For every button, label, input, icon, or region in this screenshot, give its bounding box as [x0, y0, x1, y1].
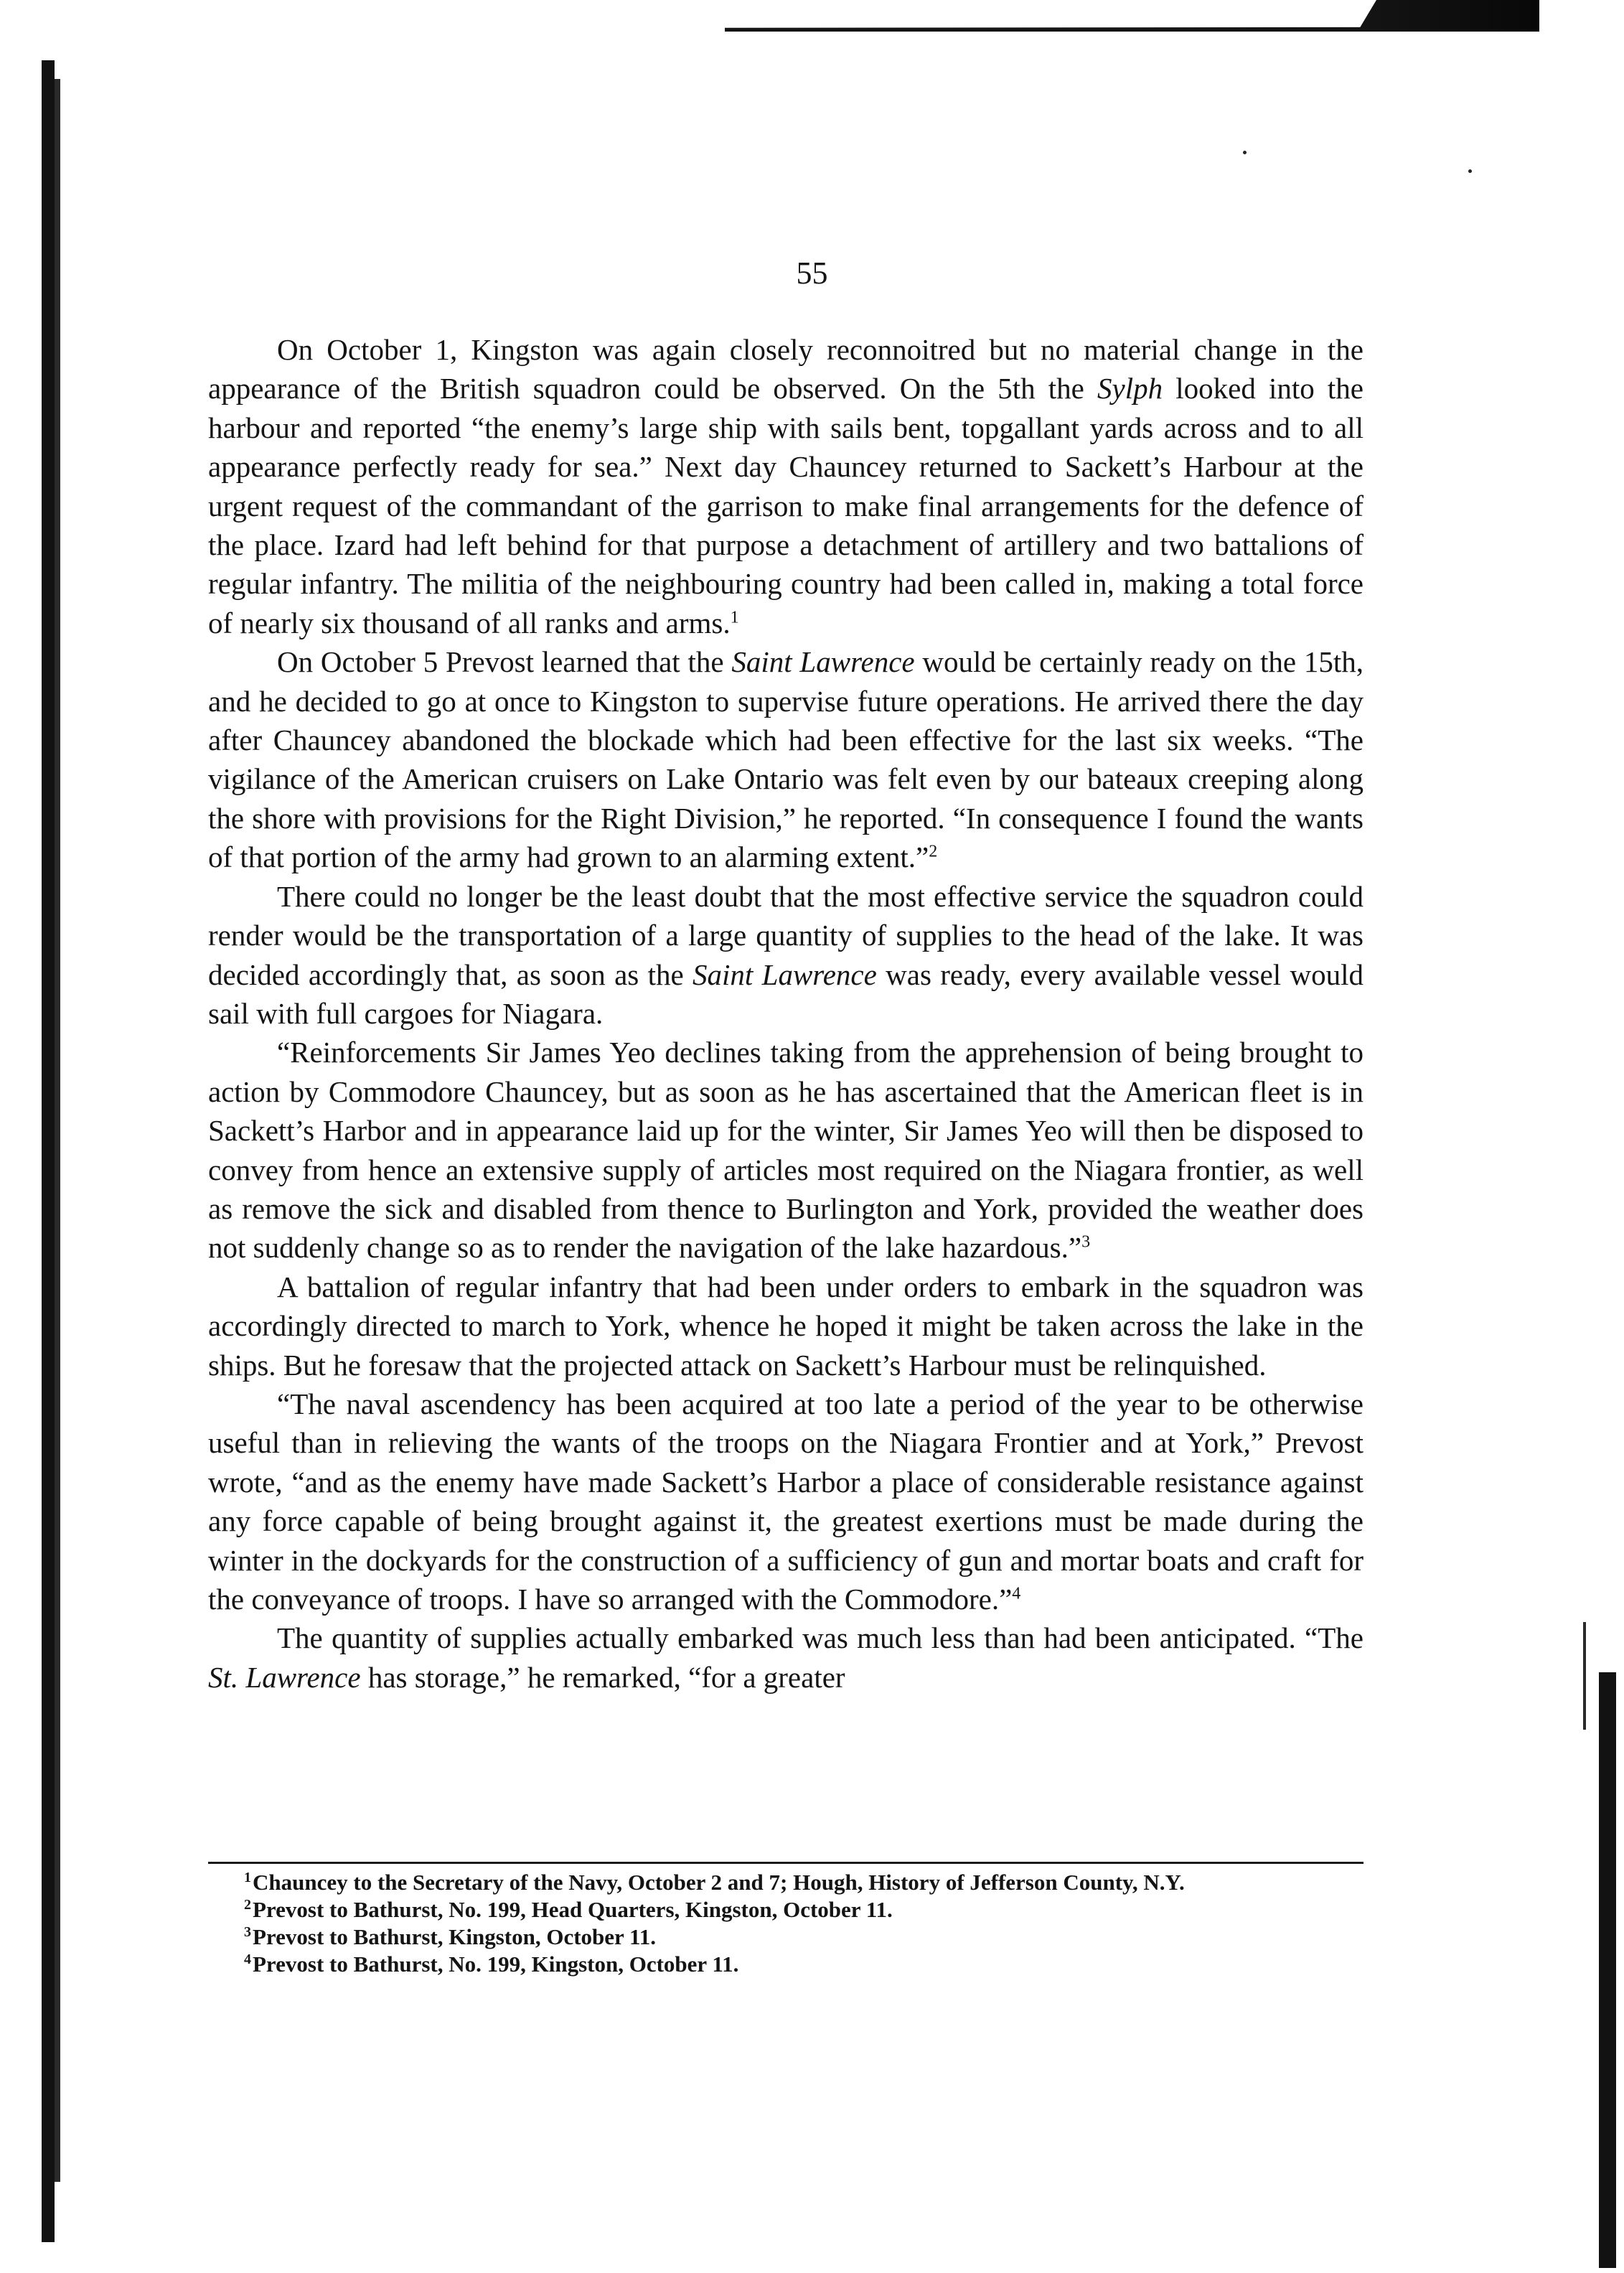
paragraph-text: On October 5 Prevost learned that the: [277, 645, 732, 679]
paragraph: [208, 1267, 1363, 1384]
scan-border-right-tick: [1583, 1622, 1586, 1730]
ship-name: St. Lawrence: [208, 1660, 361, 1694]
paragraph-text: There could no longer be the least doubt that the most effective service the squadron could render would be the transportation of a large quantity of supplies to the head of the lake. It was decided accordingly that, as soon as the: [208, 879, 1363, 991]
paragraph: [208, 1384, 1363, 1618]
paragraph-text: “Reinforcements Sir James Yeo declines taking from the apprehension of being brought to action by Commodore Chauncey, but as soon as he has ascertained that the American fleet is in Sackett’s Harbor and in appearance laid up for the winter, Sir James Yeo will then be disposed to convey from hence an extensive supply of articles most required on the Niagara frontier, as well as remove the sick and disabled from thence to Burlington and York, provided the weather does not suddenly change so as to render the navigation of the lake hazardous.”: [208, 1036, 1363, 1265]
ship-name: Saint Lawrence: [693, 957, 877, 991]
footnote-text: Prevost to Bathurst, Kingston, October 11.: [253, 1924, 657, 1949]
scan-border-top-rule: [725, 0, 1539, 32]
paragraph-text: On October 1, Kingston was again closely reconnoitred but no material change in the appearance of the British squadron could be observed. On the 5th the: [208, 333, 1363, 406]
page-number: 55: [796, 256, 828, 291]
footnote-reference: 3: [1081, 1232, 1091, 1252]
footnote-reference: 4: [1012, 1584, 1021, 1603]
footnote-text: Prevost to Bathurst, No. 199, Kingston, October 11.: [253, 1951, 739, 1977]
paragraph-text: A battalion of regular infantry that had been under orders to embark in the squadron was accordingly directed to march to York, whence he hoped it might be taken across the lake in the ships. But he foresaw that the projected attack on Sackett’s Harbour must be relinquished.: [208, 1270, 1363, 1382]
footnote: 4Prevost to Bathurst, No. 199, Kingston, October 11.: [244, 1951, 739, 1977]
footnote-rule: [208, 1862, 1363, 1864]
paragraph-text: has storage,” he remarked, “for a greater: [360, 1660, 845, 1694]
footnote-text: Chauncey to the Secretary of the Navy, October 2 and 7; Hough, History of Jefferson County, N.Y.: [253, 1870, 1185, 1895]
paragraph: [208, 1618, 1363, 1697]
paragraph: [208, 1033, 1363, 1267]
paragraph-text: was ready, every available vessel would sail with full cargoes for Niagara.: [208, 957, 1363, 1030]
paragraph: [208, 330, 1363, 642]
footnote-reference: 2: [929, 842, 938, 861]
paragraph: [208, 642, 1363, 876]
footnote-text: Prevost to Bathurst, No. 199, Head Quarters, Kingston, October 11.: [253, 1897, 893, 1922]
footnote: 3Prevost to Bathurst, Kingston, October 11.: [244, 1923, 657, 1949]
paragraph-text: The quantity of supplies actually embarked was much less than had been anticipated. “The: [277, 1621, 1363, 1655]
scan-border-left: [42, 60, 55, 2242]
scan-speck: [1243, 151, 1247, 154]
paragraph-text: looked into the harbour and reported “the enemy’s large ship with sails bent, topgallant yards across and to all appearance perfectly ready for sea.” Next day Chauncey returned to Sackett’s Harbour at the urgent request of the commandant of the garrison to make final arrangements for the defence of the place. Izard had left behind for that purpose a detachment of artillery and two battalions of regular infantry. The militia of the neighbouring country had been called in, making a total force of nearly six thousand of all ranks and arms.: [208, 372, 1363, 639]
scan-border-left-inner: [55, 79, 60, 2182]
ship-name: Saint Lawrence: [731, 645, 915, 679]
body-text: [208, 330, 1363, 1697]
paragraph: [208, 877, 1363, 1034]
paragraph-text: “The naval ascendency has been acquired at too late a period of the year to be otherwise useful than in relieving the wants of the troops on the Niagara Frontier and at York,” Prevost wrote, “and as the enemy have made Sackett’s Harbor a place of considerable resistance against any force capable of being brought against it, the greatest exertions must be made during the winter in the dockyards for the construction of a sufficiency of gun and mortar boats and craft for the conveyance of troops. I have so arranged with the Commodore.”: [208, 1387, 1363, 1616]
scan-speck: [1468, 169, 1472, 173]
footnote-reference: 1: [730, 608, 739, 627]
scan-border-right: [1599, 1672, 1616, 2268]
footnotes: [208, 1869, 1363, 1978]
footnote: 2Prevost to Bathurst, No. 199, Head Quarters, Kingston, October 11.: [244, 1896, 893, 1922]
paragraph-text: would be certainly ready on the 15th, and he decided to go at once to Kingston to supervise future operations. He arrived there the day after Chauncey abandoned the blockade which had been effective for the last six weeks. “The vigilance of the American cruisers on Lake Ontario was felt even by our bateaux creeping along the shore with provisions for the Right Division,” he reported. “In consequence I found the wants of that portion of the army had grown to an alarming extent.”: [208, 645, 1363, 874]
footnote: 1Chauncey to the Secretary of the Navy, October 2 and 7; Hough, History of Jefferson County, N.Y.: [244, 1869, 1185, 1895]
ship-name: Sylph: [1097, 372, 1163, 406]
